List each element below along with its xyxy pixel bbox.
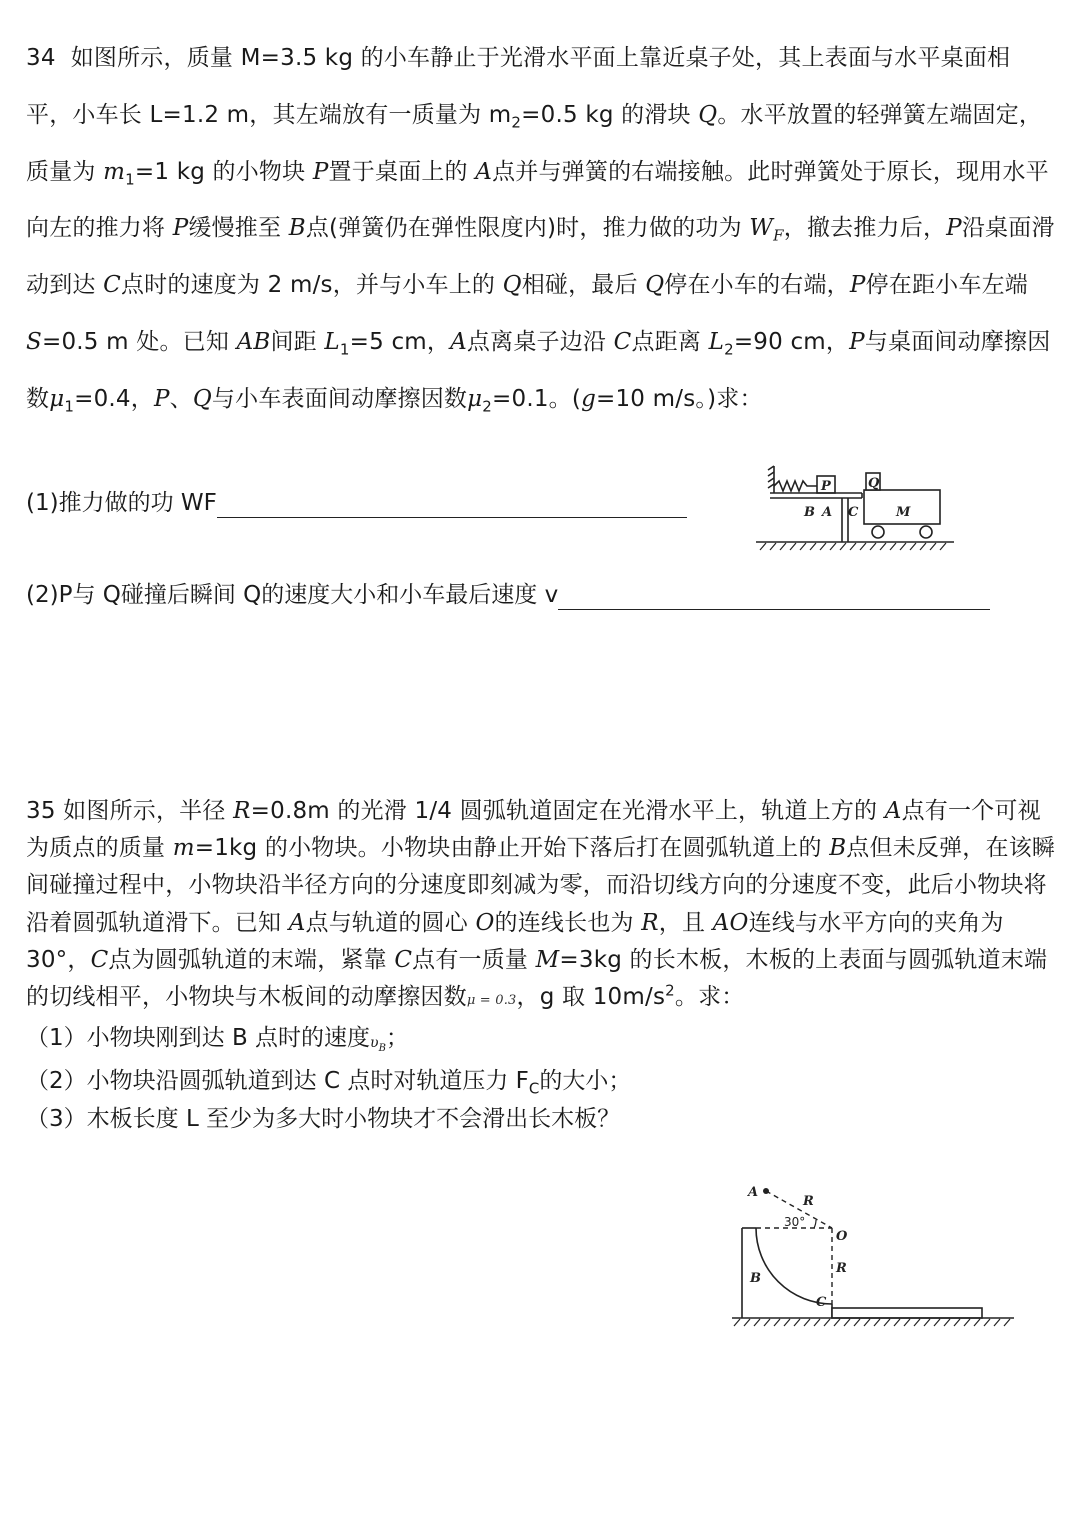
problem-35-question-3: （3）木板长度 L 至少为多大时小物块才不会滑出长木板？ <box>26 1106 621 1133</box>
label-C: C <box>816 1295 827 1310</box>
answer-blank-2[interactable] <box>558 585 990 610</box>
label-B: B <box>750 1271 761 1286</box>
label-M: M <box>896 505 911 520</box>
problem-35-stem: 35 如图所示，半径 R=0.8m 的光滑 1/4 圆弧轨道固定在光滑水平上，轨道上方的 A点有一个可视为质点的质量 m=1kg 的小物块。小物块由静止开始下落后打在圆弧轨道上的 B点但未反弹，在该瞬间碰撞过程中，小物块沿半径方向的分速度即刻减为零，而沿切线方向的分速度不变，此后小物块将沿着圆弧轨道滑下。已知 A点与轨道的圆心 O的连线长也为 R，且 AO连线与水平方向的夹角为 30°，C点为圆弧轨道的末端，紧靠 C点有一质量 M=3kg 的长木板，木板的上表面与圆弧轨道末端的切线相平，小物块与木板间的动摩擦因数μ = 0.3，g 取 $10m/s^2$。求： <box>26 798 1056 1011</box>
question-2-label: (2)P与 Q碰撞后瞬间 Q的速度大小和小车最后速度 v <box>26 582 559 608</box>
label-P: P <box>821 479 831 494</box>
problem-34-question-2 <box>26 580 990 610</box>
label-angle: 30° <box>784 1215 806 1229</box>
problem-35 <box>26 793 1056 1138</box>
label-C: C <box>848 505 859 520</box>
problem-34-stem: 34 如图所示，质量 M=3.5 kg 的小车静止于光滑水平面上靠近桌子处，其上表面与水平桌面相平，小车长 L=1.2 m，其左端放有一质量为 $m_2=0.5$ kg 的滑块 Q。水平放置的轻弹簧左端固定，质量为 $m_1=1$ kg 的小物块 P置于桌面上的 A点并与弹簧的右端接触。此时弹簧处于原长，现用水平向左的推力将 P缓慢推至 B点(弹簧仍在弹性限度内)时，推力做的功为 $W_F$，撤去推力后，P沿桌面滑动到达 C点时的速度为 2 m/s，并与小车上的 Q相碰，最后 Q停在小车的右端，P停在距小车左端 S=0.5 m 处。已知 AB间距 $L_1=5$ cm，A点离桌子边沿 C点距离 $L_2=90$ cm，P与桌面间动摩擦因数$\mu_1=0.4$，P、Q与小车表面间动摩擦因数$\mu_2=0.1$。(g=10 m/s。)求： <box>26 45 1055 416</box>
problem-35-question-2: （2）小物块沿圆弧轨道到达 C 点时对轨道压力 $F_C$的大小； <box>26 1068 632 1098</box>
question-1-label: (1)推力做的功 WF <box>26 490 217 516</box>
label-A: A <box>748 1185 759 1200</box>
mu-value: μ = 0.3 <box>466 993 517 1009</box>
problem-34 <box>26 30 1056 428</box>
problem-35-question-1: （1）小物块刚到达 B 点时的速度$\upsilon_B$； <box>26 1025 409 1055</box>
label-Q: Q <box>868 476 880 491</box>
figure-35-arc-track-diagram <box>728 1180 1020 1330</box>
label-R-top: R <box>803 1194 814 1209</box>
label-B: B <box>804 505 815 520</box>
label-O: O <box>836 1229 848 1244</box>
label-A: A <box>822 505 833 520</box>
figure-34-cart-diagram <box>752 460 962 552</box>
answer-blank-1[interactable] <box>217 493 687 518</box>
label-R-side: R <box>836 1261 847 1276</box>
problem-34-question-1 <box>26 488 687 518</box>
